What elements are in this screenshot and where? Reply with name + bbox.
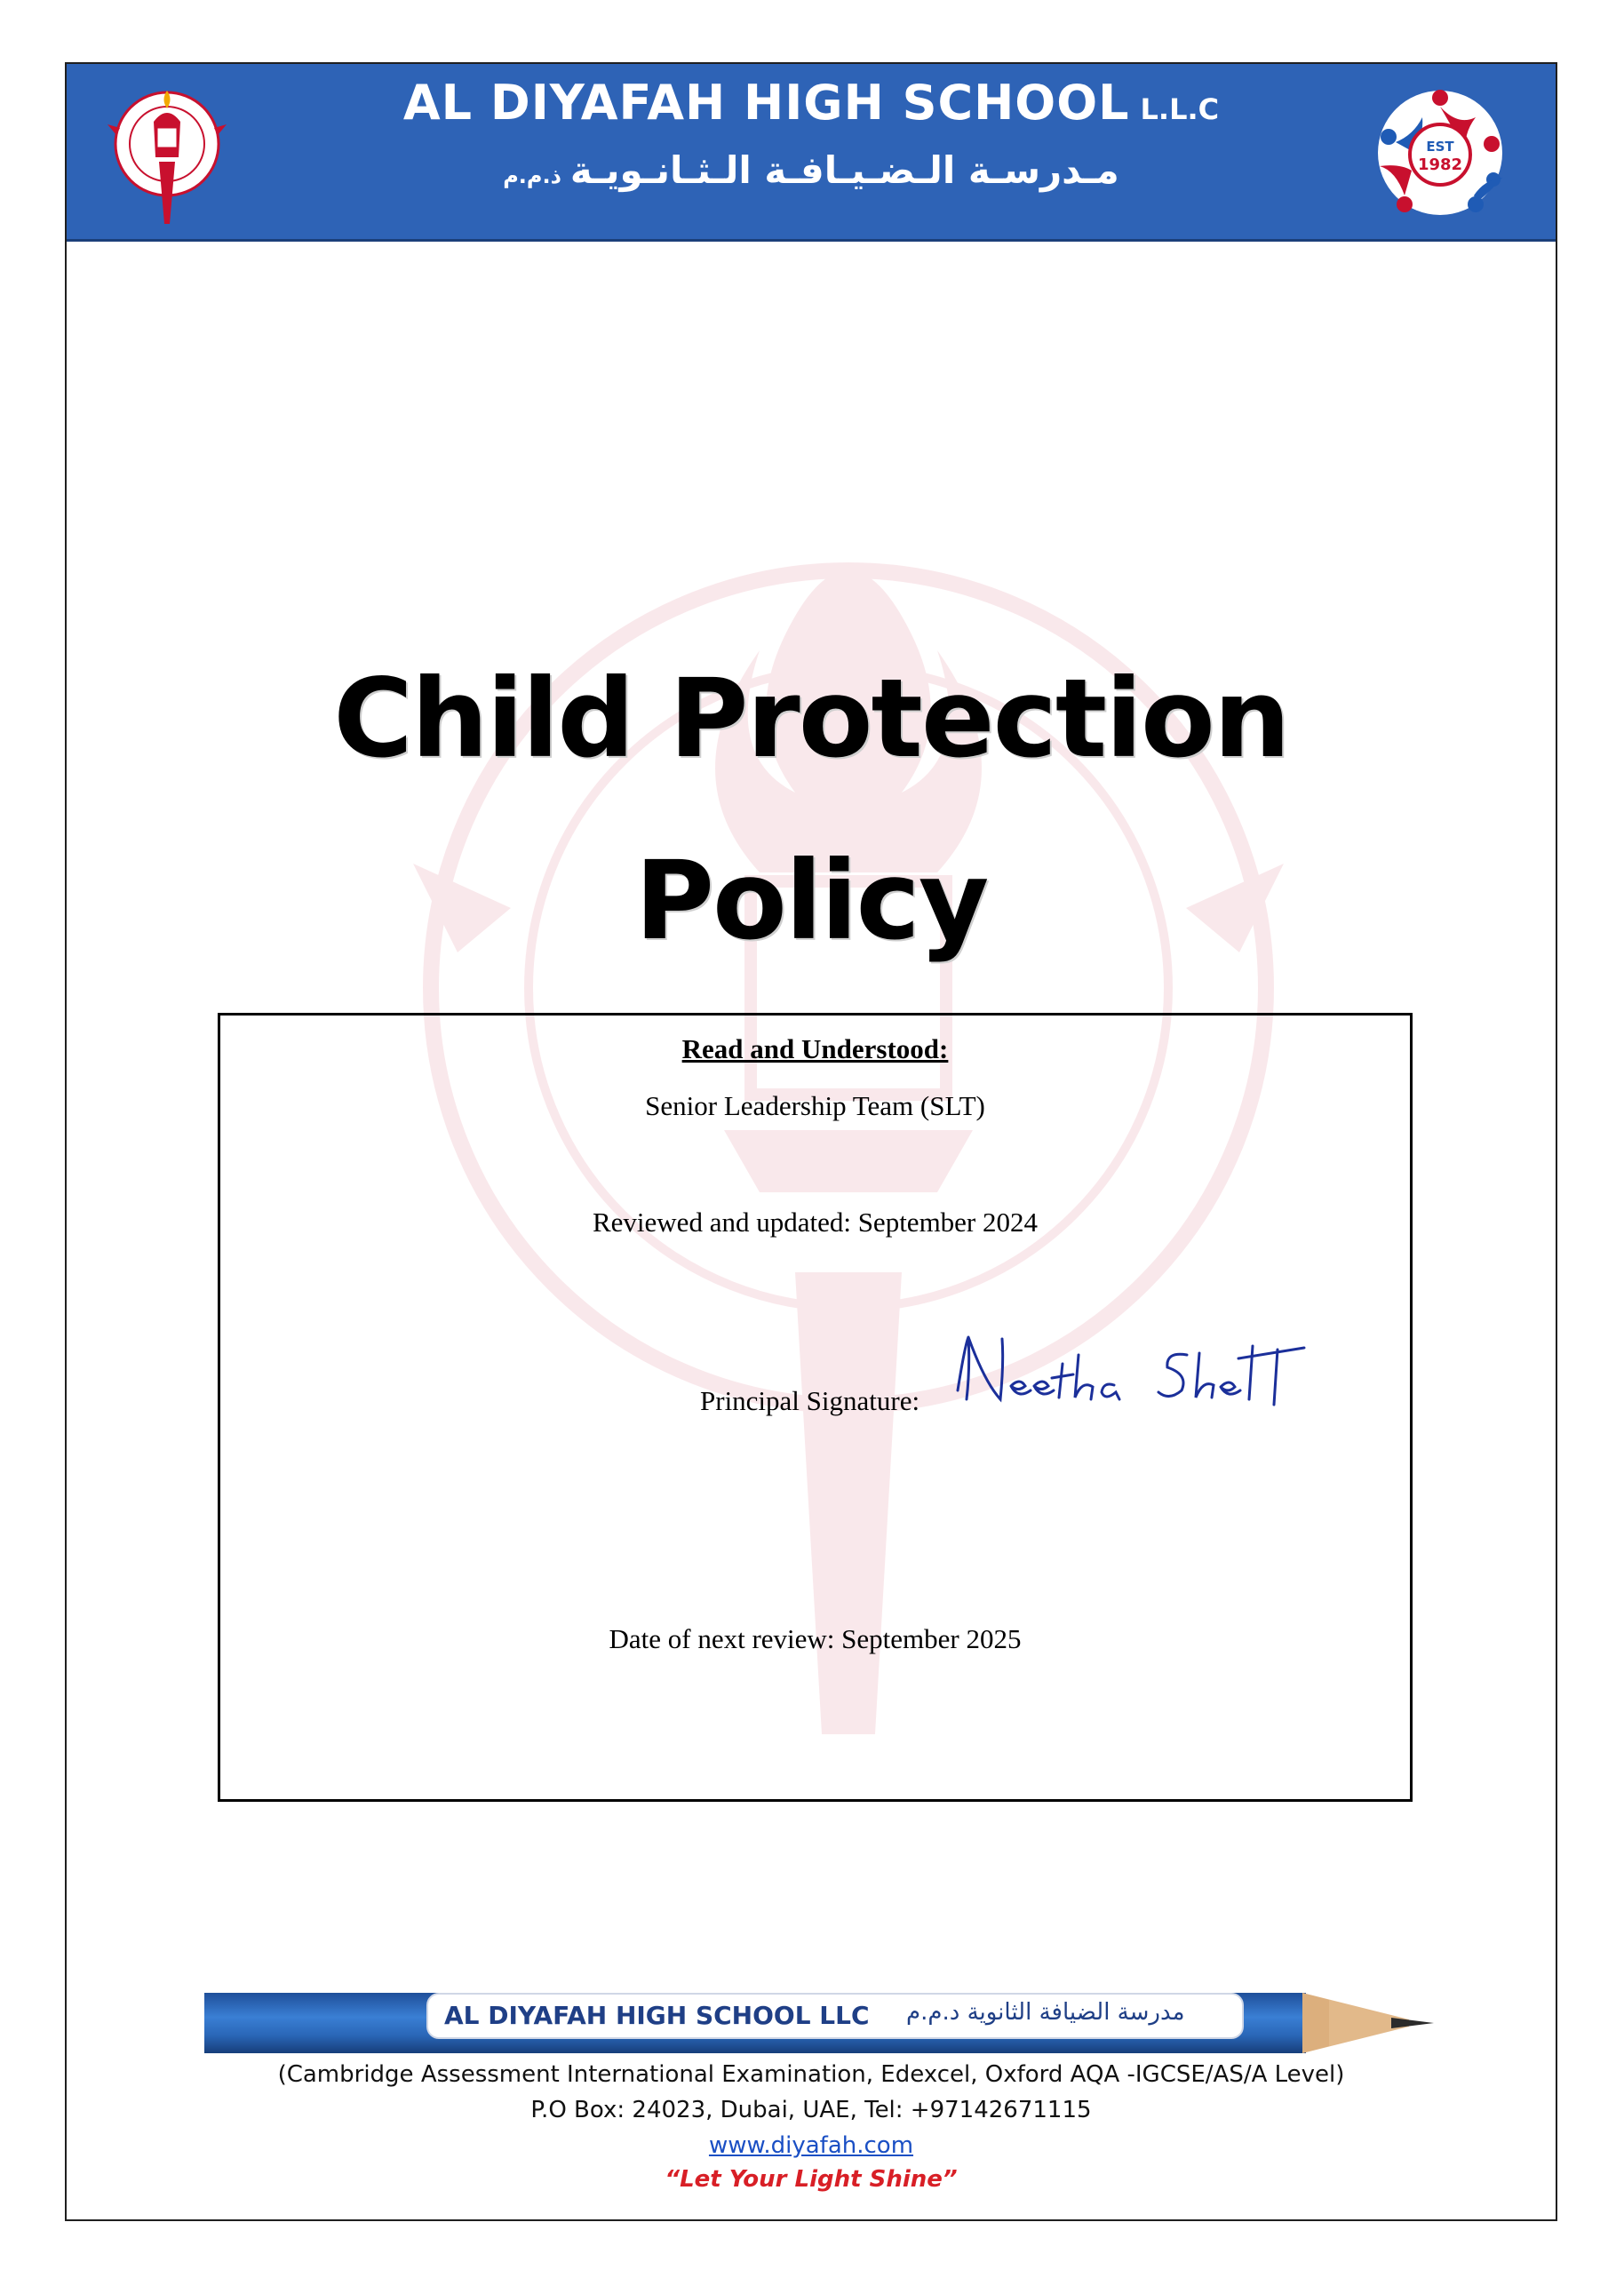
school-name-arabic: مـدرسـة الـضـيـافـة الـثـانـويـةذ.م.م [503, 148, 1119, 192]
exam-boards: (Cambridge Assessment International Examination, Edexcel, Oxford AQA -IGCSE/AS/A Level) [277, 2061, 1345, 2088]
est-1982-emblem [1369, 82, 1511, 224]
slt-label: Senior Leadership Team (SLT) [645, 1090, 985, 1121]
read-understood-heading: Read and Understood: [681, 1033, 949, 1064]
title-line-1: Child Protection [333, 656, 1289, 782]
principal-signature-label: Principal Signature: [700, 1385, 920, 1416]
document-title [67, 628, 1556, 992]
pencil-tip-icon [1302, 1987, 1436, 2059]
footer-school-name-arabic: مدرسة الضيافة الثانوية د.م.م [906, 1999, 1185, 2026]
title-line-2: Policy [634, 838, 988, 964]
school-header [67, 64, 1556, 242]
school-address: P.O Box: 24023, Dubai, UAE, Tel: +97142671115 [530, 2097, 1092, 2123]
footer-pencil-banner [204, 1987, 1430, 2059]
est-label: EST [1426, 139, 1454, 155]
est-year: 1982 [1417, 155, 1463, 174]
reviewed-date: Reviewed and updated: September 2024 [592, 1207, 1039, 1238]
principal-signature [949, 1328, 1313, 1417]
page-frame [65, 62, 1557, 2221]
school-motto: “Let Your Light Shine” [665, 2166, 958, 2193]
next-review-date: Date of next review: September 2025 [609, 1623, 1022, 1654]
school-name: AL DIYAFAH HIGH SCHOOL L.L.C [402, 75, 1220, 131]
signoff-box [218, 1013, 1413, 1802]
website-link[interactable]: www.diyafah.com [708, 2132, 914, 2159]
footer-school-name: AL DIYAFAH HIGH SCHOOL LLC [444, 2001, 870, 2030]
